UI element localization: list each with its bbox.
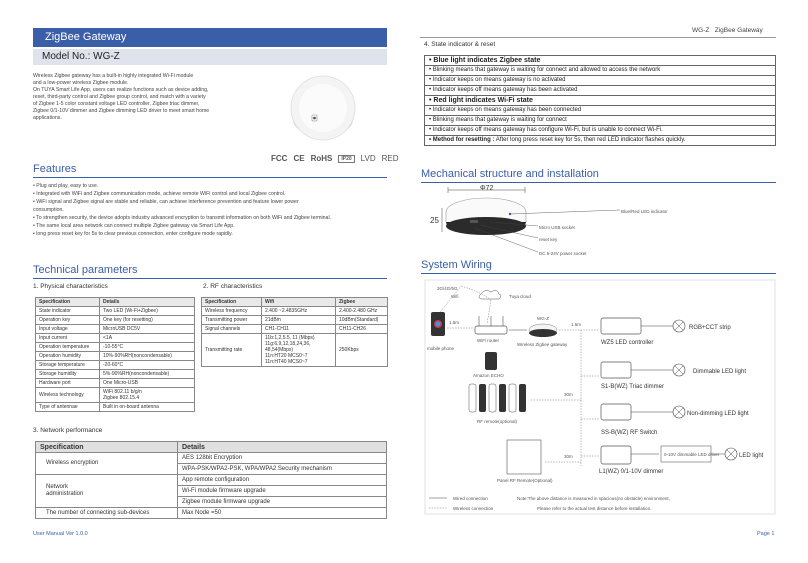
table-cell: One key (for resetting): [100, 316, 195, 325]
gateway-product-image: [283, 68, 363, 148]
table-cell: 11b:1,2,5.5, 11 (Mbps) 11g:6,9,12,18,24,36, 48,54(Mbps) 11n:HT20 MCS0~7 11n:HT40 MCS0~7: [262, 334, 336, 367]
l1-dimmer-icon: [601, 446, 631, 464]
list-item: • Indicator keeps on means gateway has been connected: [425, 106, 776, 116]
table-cell: -10-55°C: [100, 343, 195, 352]
triac-label: S1-B(WZ) Triac dimmer: [601, 384, 664, 390]
rf-remote-icon: [469, 384, 526, 412]
wiring-title: System Wiring: [421, 259, 492, 271]
table-cell: Network administration: [36, 475, 178, 508]
header-rule: [420, 37, 776, 38]
phone-label: mobile phone: [427, 346, 455, 351]
table-row: [36, 388, 195, 403]
table-cell: <1A: [100, 334, 195, 343]
fcc-icon: FCC: [271, 154, 288, 163]
table-row: [36, 361, 195, 370]
ip20-icon: IP20: [338, 155, 354, 163]
table-header: Wifi: [262, 298, 336, 307]
router-label: WiFi router: [477, 338, 500, 343]
table-cell: Hardware port: [36, 379, 100, 388]
intro-line: Zigbee 0/1-10V dimmer and Zigbee dimming LED driver to meet smart home: [33, 108, 210, 114]
table-cell: WiFi 802.11 b/g/n Zigbee 802.15.4: [100, 388, 195, 403]
table-cell: Input current: [36, 334, 100, 343]
table-row: [36, 453, 387, 464]
distance-rf: 30m: [564, 392, 573, 397]
triac-dimmer-icon: [601, 362, 631, 378]
table-row: [36, 316, 195, 325]
driver-label: 0-10V dimmable LED driver: [664, 452, 720, 457]
table-cell: AES 128bit Encryption: [178, 453, 387, 464]
network-label: 3G/4G/5G: [437, 286, 458, 291]
wiring-rule: [421, 273, 776, 274]
table-header: Details: [178, 442, 387, 453]
table-cell: Wireless frequency: [202, 307, 262, 316]
cloud-icon: [479, 290, 501, 299]
table-cell: 10%-90%RH(noncondensable): [100, 352, 195, 361]
gateway-model-label: WG-Z: [537, 316, 549, 321]
features-rule: [33, 177, 387, 178]
list-item: • Blinking means that gateway is waiting for connect: [425, 116, 776, 126]
table-row: [202, 334, 388, 367]
table-row: [36, 379, 195, 388]
intro-line: applications.: [33, 115, 62, 121]
table-cell: Zigbee module firmware upgrade: [178, 497, 387, 508]
table-cell: Wi-Fi module firmware upgrade: [178, 486, 387, 497]
mechanical-drawing: [430, 184, 690, 262]
intro-line: reset, third-party control and Zigbee group control, and match with a variety: [33, 94, 206, 100]
physical-title: 1. Physical characteristics: [33, 283, 108, 290]
mech-title: Mechanical structure and installation: [421, 168, 599, 180]
rf-switch-label: SS-B(WZ) RF Switch: [601, 430, 658, 436]
led-light-label: LED light: [739, 453, 764, 459]
table-row: [36, 370, 195, 379]
diameter-label: Φ72: [480, 185, 494, 192]
table-cell: CH1-CH11: [262, 325, 336, 334]
table-header: Details: [100, 298, 195, 307]
red-light-heading: • Red light indicates Wi-Fi state: [425, 96, 776, 106]
reset-text: After long press reset key for 5s, then red LED indicator flashes quickly.: [494, 137, 686, 143]
red-icon: RED: [381, 154, 399, 163]
panel-remote-icon: [507, 440, 541, 474]
table-row: [36, 334, 195, 343]
panel-remote-label: Panel RF Remote(Optional): [497, 478, 553, 483]
table-cell: Built in on-board antenna: [100, 403, 195, 412]
rgb-strip-label: RGB+CCT strip: [689, 325, 731, 331]
wireless-legend: Wireless connection: [453, 506, 494, 511]
system-wiring-diagram: [421, 276, 779, 516]
dimmable-label: Dimmable LED light: [693, 369, 747, 375]
table-row: [36, 307, 195, 316]
echo-label: Amazon ECHO: [473, 373, 504, 378]
table-cell: Input voltage: [36, 325, 100, 334]
table-cell: Operation key: [36, 316, 100, 325]
tech-title: Technical parameters: [33, 264, 138, 276]
gateway-label: Wireless Zigbee gateway: [517, 342, 568, 347]
table-cell: MicroUSB DC5V: [100, 325, 195, 334]
ce-icon: CE: [293, 154, 305, 163]
wired-legend: Wired connection: [453, 496, 488, 501]
reset-label: • Method for resetting :: [429, 137, 495, 143]
list-item: • To strengthen security, the device adopts industry advanced encryption to transmit information on both WiFi and Zigbee terminal.: [33, 215, 332, 221]
intro-line: Wireless Zigbee gateway has a built-in highly integrated Wi-Fi module: [33, 73, 194, 79]
table-row: [202, 325, 388, 334]
list-item: • The same local area network can connect multiple Zigbee gateway via Smart Life App.: [33, 223, 235, 229]
distance-phone-router: 1.5m: [449, 320, 460, 325]
list-item: • Integrated with WiFi and Zigbee communication mode, achieve remote WiFi control and local Zigbee control.: [33, 191, 286, 197]
list-item: • WiFi signal and Zigbee signal are stable and reliable, can achieve interference prevention and feature lower power: [33, 199, 299, 205]
tech-rule: [33, 278, 387, 279]
list-item: • Plug and play, easy to use.: [33, 183, 99, 189]
table-row: [36, 343, 195, 352]
led-indicator-label: Blue/Red LED indicator: [621, 209, 668, 214]
wifi-label: Wifi: [451, 294, 459, 299]
network-title: 3. Network performance: [33, 427, 103, 434]
table-row: [36, 325, 195, 334]
network-table: [35, 441, 387, 519]
table-cell: 5%-90%RH(noncondensable): [100, 370, 195, 379]
table-cell: Transmitting rate: [202, 334, 262, 367]
table-cell: 2.400 ~2.4835GHz: [262, 307, 336, 316]
table-cell: Storage humidity: [36, 370, 100, 379]
table-cell: Storage temperature: [36, 361, 100, 370]
table-cell: CH11-CH26: [336, 325, 388, 334]
table-cell: WPA-PSK/WPA2-PSK, WPA/WPA2 Security mechanism: [178, 464, 387, 475]
table-cell: Max Node =50: [178, 508, 387, 519]
list-item: consumption.: [33, 207, 64, 213]
cloud-label: Tuya cloud: [509, 294, 531, 299]
table-cell: One Micro-USB: [100, 379, 195, 388]
height-label: 25: [430, 216, 439, 225]
table-header: Specification: [36, 442, 178, 453]
mech-rule: [421, 182, 776, 183]
rf-title: 2. RF characteristics: [203, 283, 263, 290]
features-title: Features: [33, 163, 77, 175]
table-cell: Wireless technology: [36, 388, 100, 403]
features-list: [33, 182, 389, 238]
list-item: • Indicator keeps off means gateway has been activated: [425, 86, 776, 96]
table-row: [36, 403, 195, 412]
distance-panel: 30m: [564, 454, 573, 459]
state-table: [424, 55, 776, 146]
physical-table: [35, 297, 195, 412]
rf-remote-label: RF remote(optional): [477, 419, 518, 424]
state-title: 4. State indicator & reset: [424, 41, 496, 48]
table-cell: Type of antennae: [36, 403, 100, 412]
list-item: • Blinking means that gateway is waiting for connect and allowed to access the network: [425, 66, 776, 76]
table-row: [202, 316, 388, 325]
wz5-controller-icon: [601, 318, 641, 334]
table-cell: 2.400-2.480 GHz: [336, 307, 388, 316]
intro-line: of Zigbee 1-5 color constant voltage LED controller, Zigbee triac dimmer,: [33, 101, 200, 107]
table-header: Zigbee: [336, 298, 388, 307]
table-cell: 10dBm(Standard): [336, 316, 388, 325]
usb-socket-label: Micro USB socket: [539, 225, 575, 230]
table-cell: App remote configuration: [178, 475, 387, 486]
rohs-icon: RoHS: [310, 154, 333, 163]
reset-method: [425, 136, 776, 146]
product-banner: ZigBee Gateway: [33, 28, 387, 47]
amazon-echo-icon: [485, 352, 497, 370]
footer-version: User Manual Ver 1.0.0: [33, 531, 88, 537]
note-line-2: Please refer to the actual test distance before installation.: [537, 506, 652, 511]
model-number: Model No.: WG-Z: [33, 49, 387, 65]
list-item: • long press reset key for 5s to clear previous connection, enter configure mode rapidly.: [33, 231, 233, 237]
certification-icons: [271, 154, 399, 163]
table-cell: Signal channels: [202, 325, 262, 334]
table-header: Specification: [202, 298, 262, 307]
note-line-1: Note:The above distance is measured in spacious(no obstacle) environment,: [517, 496, 670, 501]
rf-switch-icon: [601, 404, 631, 420]
footer-page: Page 1: [757, 531, 775, 537]
power-socket-label: DC 5-24V power socket: [539, 251, 587, 256]
table-cell: State indicator: [36, 307, 100, 316]
table-cell: Two LED (Wi-Fi+Zigbee): [100, 307, 195, 316]
rf-table: [201, 297, 388, 367]
table-header: Specification: [36, 298, 100, 307]
table-row: [202, 307, 388, 316]
table-cell: Transmitting power: [202, 316, 262, 325]
wz5-label: WZ5 LED controller: [601, 340, 654, 346]
table-cell: The number of connecting sub-devices: [36, 508, 178, 519]
table-row: [36, 508, 387, 519]
intro-line: and a low-power wireless Zigbee module.: [33, 80, 129, 86]
reset-key-label: reset key: [539, 237, 558, 242]
nondim-label: Non-dimming LED light: [687, 411, 749, 417]
table-row: [36, 352, 195, 361]
intro-text: [33, 73, 283, 122]
table-cell: Wireless encryption: [36, 453, 178, 475]
table-cell: 250Kbps: [336, 334, 388, 367]
table-cell: 21dBm: [262, 316, 336, 325]
intro-line: On TUYA Smart Life App, users can realize functions such as device adding,: [33, 87, 209, 93]
table-cell: Operation humidity: [36, 352, 100, 361]
table-cell: Operation temperature: [36, 343, 100, 352]
list-item: • Indicator keeps on means gateway is no activated: [425, 76, 776, 86]
table-row: [36, 475, 387, 486]
table-cell: -20-60°C: [100, 361, 195, 370]
blue-light-heading: • Blue light indicates Zigbee state: [425, 56, 776, 66]
lvd-icon: LVD: [360, 154, 376, 163]
list-item: • Indicator keeps off means gateway has configure Wi-Fi, but is unable to connect Wi-Fi.: [425, 126, 776, 136]
router-icon: [475, 326, 507, 334]
distance-gw-wz5: 1.5m: [571, 322, 582, 327]
l1-label: L1(WZ) 0/1-10V dimmer: [599, 469, 664, 475]
page-header: WG-Z ZigBee Gateway: [692, 27, 763, 34]
